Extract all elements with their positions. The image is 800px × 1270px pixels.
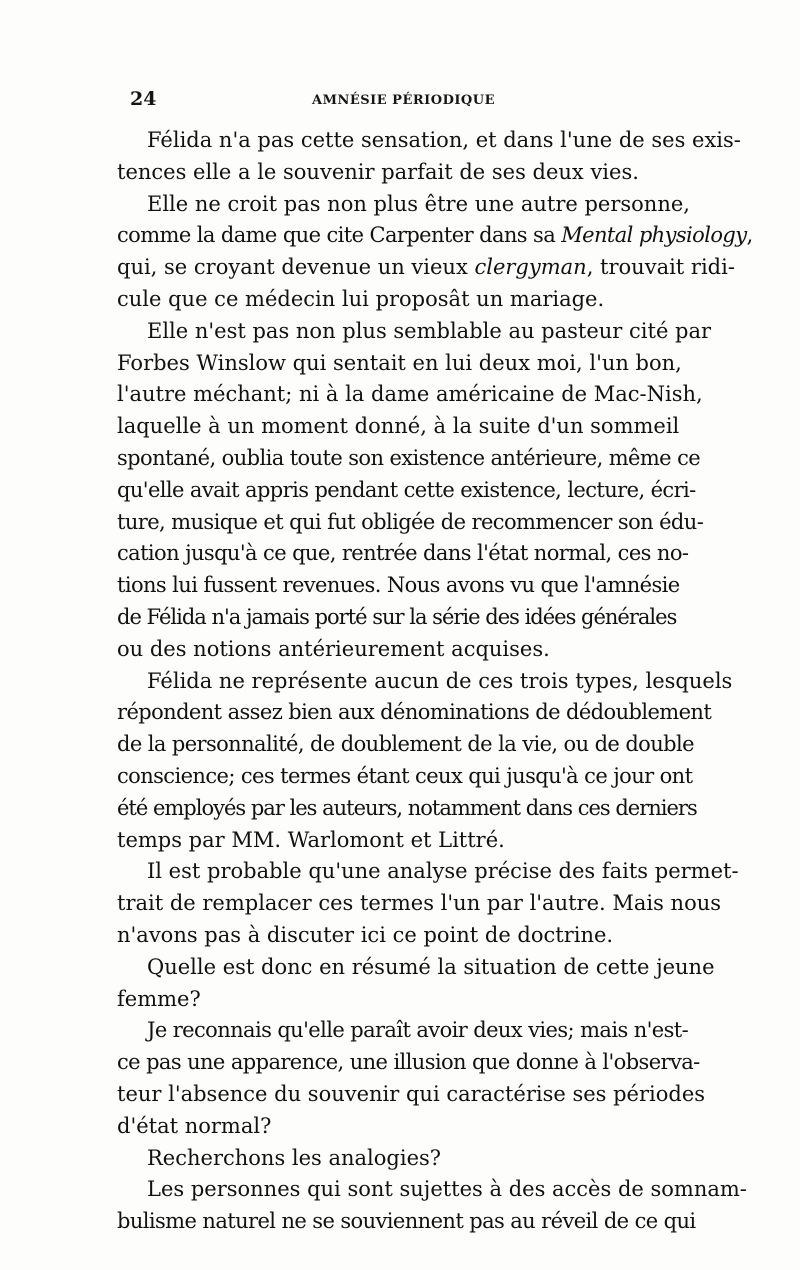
text-line: tences elle a le souvenir parfait de ses deux vies.: [117, 159, 639, 184]
page-header: [130, 88, 674, 114]
text-line: Elle n'est pas non plus semblable au pasteur cité par: [147, 318, 712, 343]
text-line: cule que ce médecin lui proposât un mariage.: [117, 286, 605, 311]
text-line: d'état normal?: [117, 1113, 272, 1138]
text-line: l'autre méchant; ni à la dame américaine de Mac-Nish,: [117, 382, 703, 407]
text-line: été employés par les auteurs, notamment dans ces derniers: [117, 795, 697, 820]
running-head: AMNÉSIE PÉRIODIQUE: [312, 93, 495, 108]
text-line: teur l'absence du souvenir qui caractérise ses périodes: [117, 1081, 706, 1106]
text-line: bulisme naturel ne se souviennent pas au réveil de ce qui: [117, 1209, 696, 1234]
text-line: trait de remplacer ces termes l'un par l'autre. Mais nous: [117, 891, 722, 916]
text-line: n'avons pas à discuter ici ce point de doctrine.: [117, 922, 614, 947]
book-title: Mental physiology: [561, 223, 747, 248]
text-line: ou des notions antérieurement acquises.: [117, 636, 550, 661]
body-text: [117, 125, 753, 1238]
text-line: Les personnes qui sont sujettes à des accès de somnam-: [147, 1177, 747, 1202]
text-line: qu'elle avait appris pendant cette existence, lecture, écri-: [117, 477, 696, 502]
page-number: 24: [130, 88, 157, 110]
text-line: comme la dame que cite Carpenter dans sa Mental physiology,: [117, 223, 753, 248]
text-line: Quelle est donc en résumé la situation de cette jeune: [147, 954, 715, 979]
text-line: Félida ne représente aucun de ces trois types, lesquels: [147, 668, 733, 693]
text-line: spontané, oublia toute son existence antérieure, même ce: [117, 445, 701, 470]
text-line: Félida n'a pas cette sensation, et dans l'une de ses exis-: [147, 128, 741, 152]
text-line: Forbes Winslow qui sentait en lui deux moi, l'un bon,: [117, 350, 682, 375]
text-line: cation jusqu'à ce que, rentrée dans l'état normal, ces no-: [117, 541, 689, 566]
text-line: répondent assez bien aux dénominations de dédoublement: [117, 700, 712, 725]
text-line: laquelle à un moment donné, à la suite d'un sommeil: [117, 414, 680, 439]
text-line: ce pas une apparence, une illusion que donne à l'observa-: [117, 1050, 700, 1075]
text-line: tions lui fussent revenues. Nous avons vu que l'amnésie: [117, 573, 680, 598]
text-line: Elle ne croit pas non plus être une autre personne,: [147, 191, 690, 216]
text-line: de la personnalité, de doublement de la vie, ou de double: [117, 732, 694, 757]
text-line: ture, musique et qui fut obligée de recommencer son édu-: [117, 509, 704, 534]
text-line: de Félida n'a jamais porté sur la série des idées générales: [117, 604, 677, 629]
text-line: qui, se croyant devenue un vieux clergyman, trouvait ridi-: [117, 255, 735, 280]
text-line: Je reconnais qu'elle paraît avoir deux vies; mais n'est-: [147, 1018, 689, 1043]
text-line: Recherchons les analogies?: [147, 1145, 442, 1170]
text-line: conscience; ces termes étant ceux qui jusqu'à ce jour ont: [117, 763, 693, 788]
text-line: Il est probable qu'une analyse précise des faits permet-: [147, 859, 739, 884]
emphasized-term: clergyman: [474, 255, 587, 280]
text-line: temps par MM. Warlomont et Littré.: [117, 827, 505, 852]
text-line: femme?: [117, 986, 201, 1011]
